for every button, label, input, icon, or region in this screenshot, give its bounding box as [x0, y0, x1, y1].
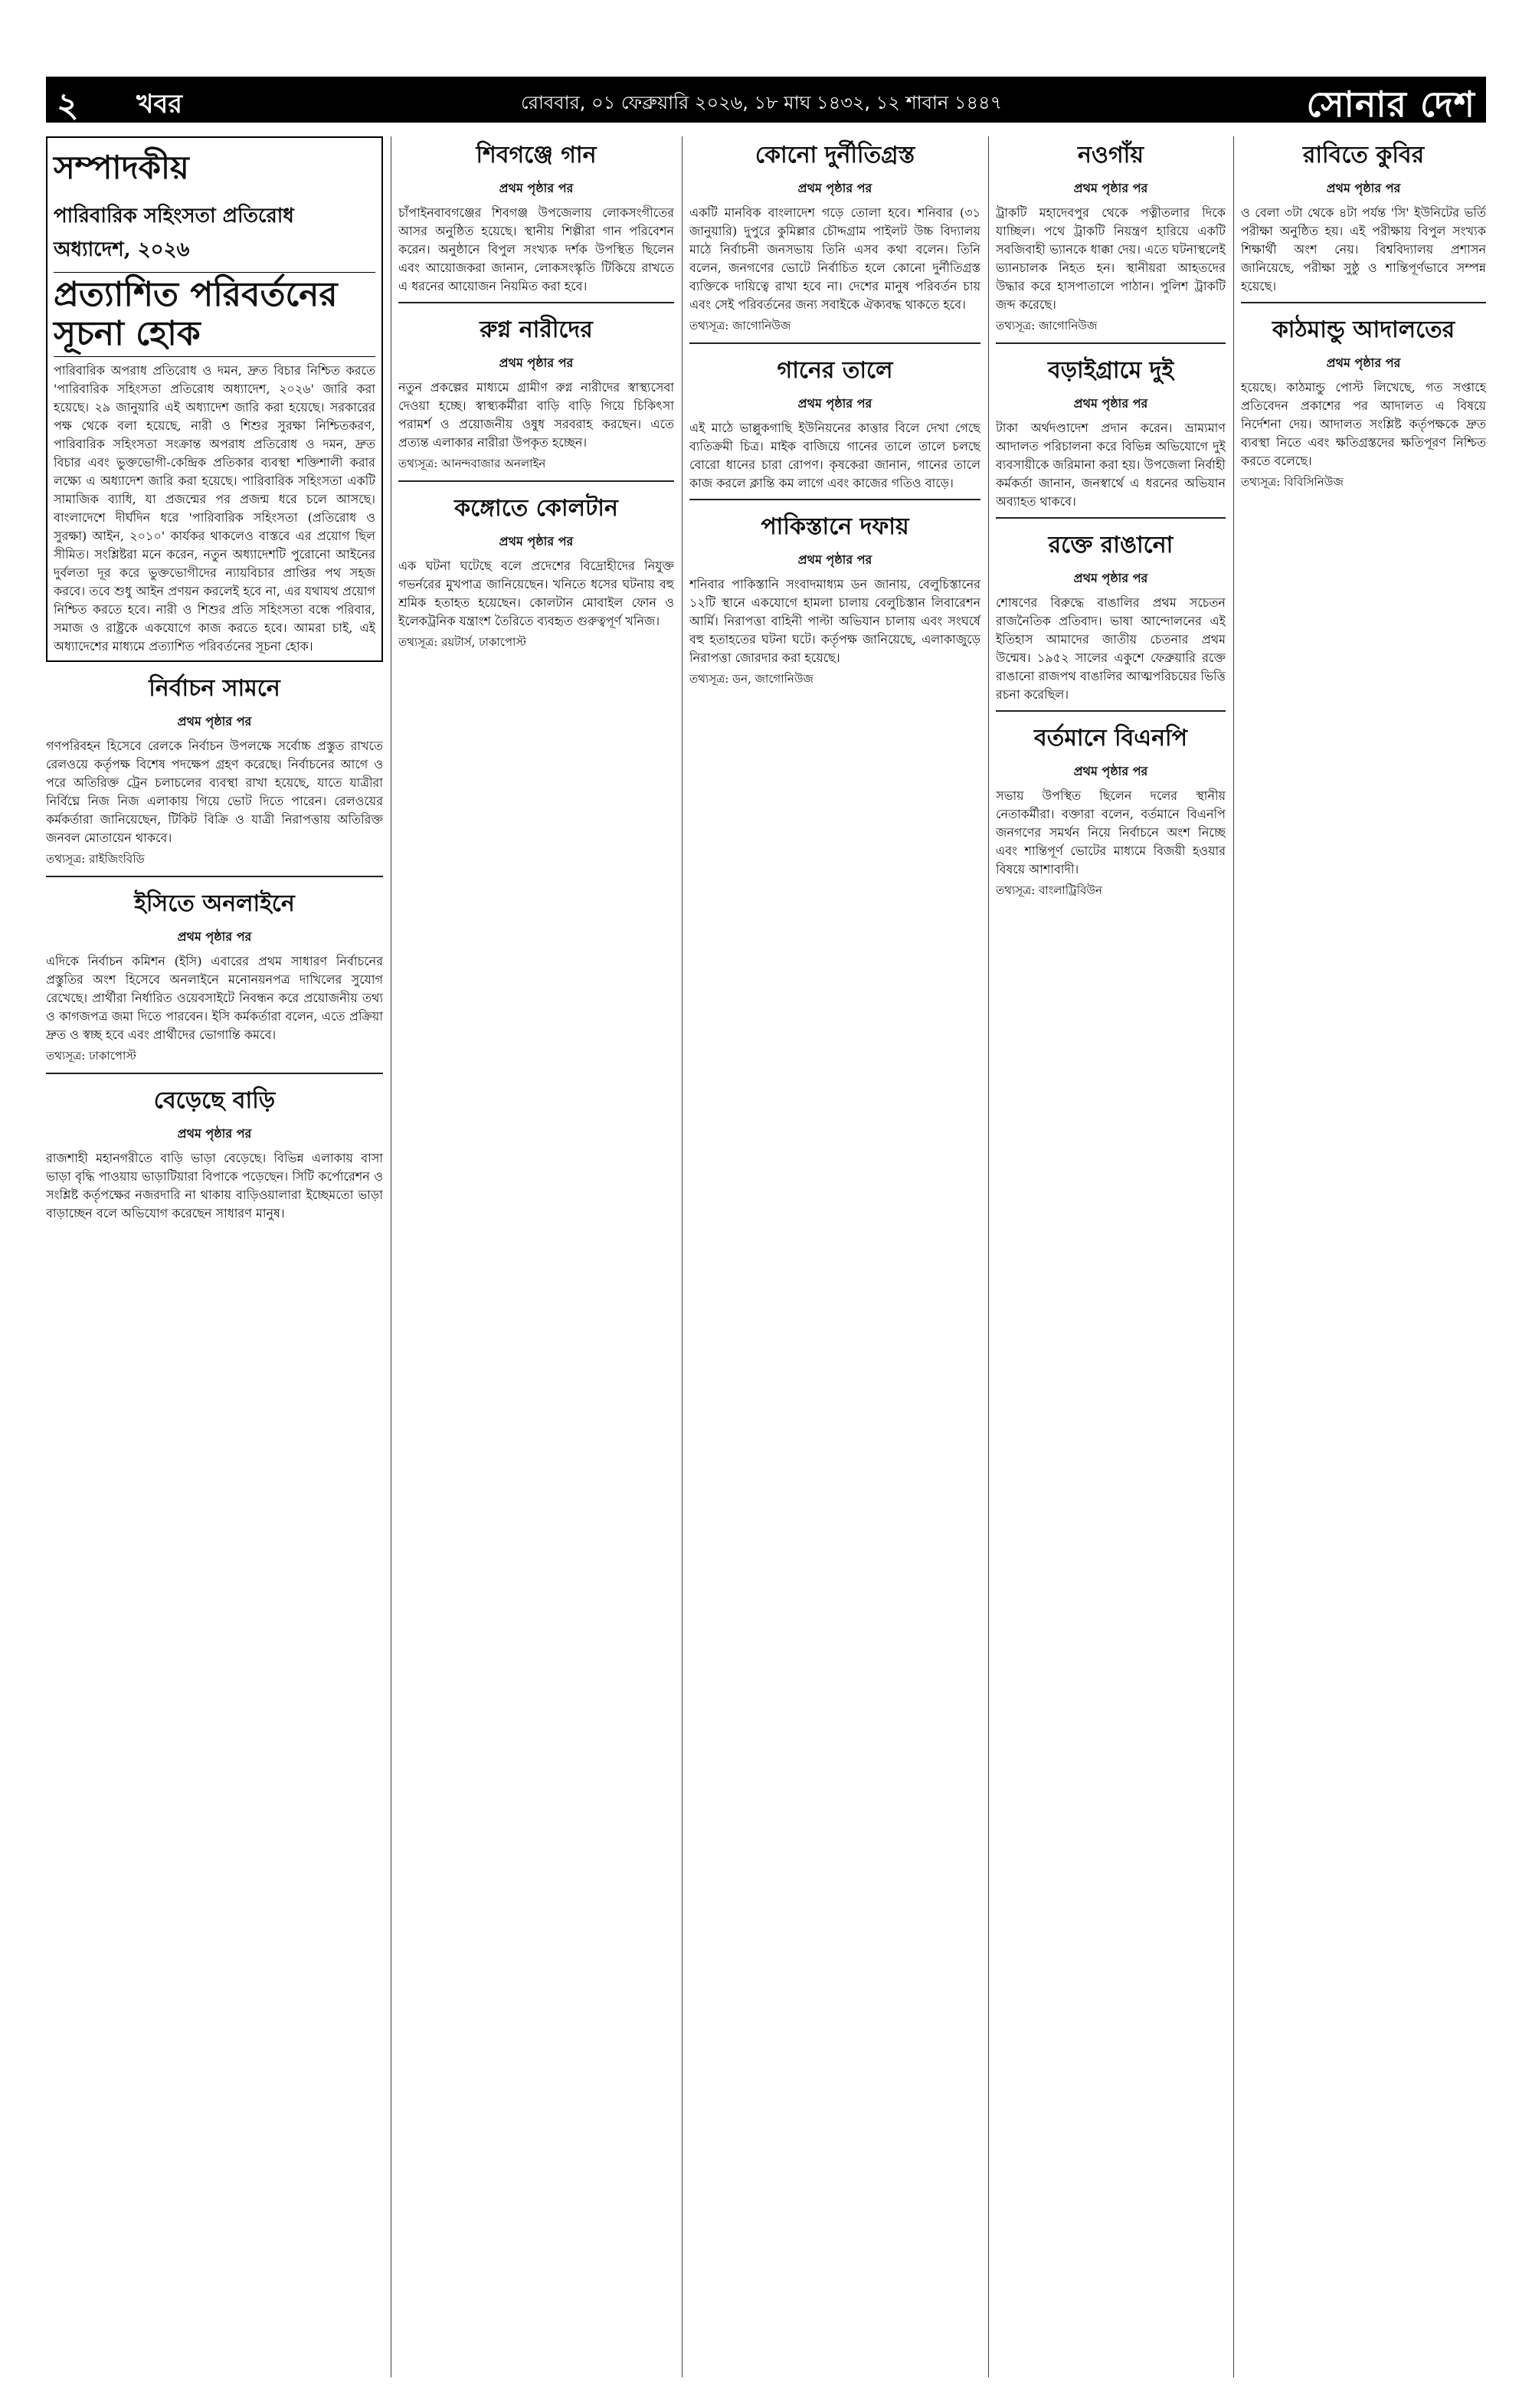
article-title-naogaon: নওগাঁয়	[1077, 142, 1144, 169]
divider	[689, 499, 980, 500]
article-title-rent: বেড়েছে বাড়ি	[153, 1087, 276, 1115]
column-rule	[1233, 136, 1234, 2377]
continued-label: প্রথম পৃষ্ঠার পর	[499, 181, 574, 195]
article-body-rent: রাজশাহী মহানগরীতে বাড়ি ভাড়া বেড়েছে। বিভিন্ন এলাকায় বাসা ভাড়া বৃদ্ধি পাওয়ায় ভাড়াটিয়ারা বিপাকে পড়েছেন। সিটি কর্পোরেশন ও সংশ্লিষ্ট কর্তৃপক্ষের নজরদারি না থাকায় বাড়িওয়ালারা ইচ্ছেমতো ভাড়া বাড়াচ্ছেন বলে অভিযোগ করেছেন সাধারণ মানুষ।	[46, 1151, 383, 1221]
date-line: রোববার, ০১ ফেব্রুয়ারি ২০২৬, ১৮ মাঘ ১৪৩২, ১২ শাবান ১৪৪৭	[521, 92, 1003, 113]
article-title-kathmandu: কাঠমান্ডু আদালতের	[1272, 316, 1455, 343]
divider	[996, 517, 1226, 519]
article-body-naogaon: ট্রাকটি মহাদেবপুর থেকে পত্নীতলার দিকে যাচ্ছিল। পথে ট্রাকটি নিয়ন্ত্রণ হারিয়ে একটি সবজিবাহী ভ্যানকে ধাক্কা দেয়। এতে ঘটনাস্থলেই ভ্যানচালক নিহত হন। স্থানীয়রা আহতদের উদ্ধার করে হাসপাতালে পাঠান। পুলিশ ট্রাকটি জব্দ করেছে।	[996, 205, 1226, 312]
column-1	[46, 136, 383, 2377]
divider	[996, 342, 1226, 344]
article-body-pakistan: শনিবার পাকিস্তানি সংবাদমাধ্যম ডন জানায়, বেলুচিস্তানের ১২টি স্থানে একযোগে হামলা চালায় বেলুচিস্তান লিবারেশন আর্মি। নিরাপত্তা বাহিনী পাল্টা অভিযান চালায় এবং সংঘর্ষে বহু হতাহতের ঘটনা ঘটে। কর্তৃপক্ষ জানিয়েছে, এলাকাজুড়ে নিরাপত্তা জোরদার করা হয়েছে।	[689, 577, 980, 665]
divider	[398, 302, 674, 303]
continued-label: প্রথম পৃষ্ঠার পর	[177, 1126, 252, 1142]
article-byline-election: তথ্যসূত্র: রাইজিংবিডি	[46, 852, 145, 867]
editorial-label: সম্পাদকীয়	[54, 149, 189, 186]
article-title-online: ইসিতে অনলাইনে	[134, 890, 295, 918]
editorial-subhead: পারিবারিক সহিংসতা প্রতিরোধ অধ্যাদেশ, ২০২৬	[54, 205, 294, 261]
divider	[689, 342, 980, 344]
article-byline-pakistan: তথ্যসূত্র: ডন, জাগোনিউজ	[689, 672, 813, 686]
article-title-cuvar: রাবিতে কুবির	[1302, 142, 1425, 169]
article-byline-online: তথ্যসূত্র: ঢাকাপোস্ট	[46, 1049, 136, 1063]
column-3	[689, 136, 980, 2377]
masthead-logo: সোনার দেশ	[1306, 84, 1475, 125]
article-body-online: এদিকে নির্বাচন কমিশন (ইসি) এবারের প্রথম সাধারণ নির্বাচনের প্রস্তুতির অংশ হিসেবে অনলাইনে মনোনয়নপত্র দাখিলের সুযোগ রেখেছে। প্রার্থীরা নির্ধারিত ওয়েবসাইটে নিবন্ধন করে প্রয়োজনীয় তথ্য ও কাগজপত্র জমা দিতে পারবেন। ইসি কর্মকর্তারা বলেন, এতে প্রক্রিয়া দ্রুত ও স্বচ্ছ হবে এবং প্রার্থীদের ভোগান্তি কমবে।	[46, 954, 383, 1043]
article-body-song: চাঁপাইনবাবগঞ্জের শিবগঞ্জ উপজেলায় লোকসংগীতের আসর অনুষ্ঠিত হয়েছে। স্থানীয় শিল্পীরা গান পরিবেশন করেন। অনুষ্ঠানে বিপুল সংখ্যক দর্শক উপস্থিত ছিলেন এবং আয়োজকরা জানান, লোকসংস্কৃতি টিকিয়ে রাখতে এ ধরনের আয়োজন নিয়মিত করা হবে।	[398, 205, 674, 293]
column-4	[996, 136, 1226, 2377]
article-byline-kathmandu: তথ্যসূত্র: বিবিসিনিউজ	[1241, 475, 1344, 489]
continued-label: প্রথম পৃষ্ঠার পর	[499, 355, 574, 370]
article-body-cuvar: ও বেলা ৩টা থেকে ৪টা পর্যন্ত 'সি' ইউনিটের ভর্তি পরীক্ষা অনুষ্ঠিত হয়। এই পরীক্ষায় বিপুল সংখ্যক শিক্ষার্থী অংশ নেয়। বিশ্ববিদ্যালয় প্রশাসন জানিয়েছে, পরীক্ষা সুষ্ঠু ও শান্তিপূর্ণভাবে সম্পন্ন হয়েছে।	[1241, 205, 1486, 293]
column-rule	[988, 136, 989, 2377]
column-rule	[682, 136, 683, 2377]
article-byline-congo: তথ্যসূত্র: রয়টার্স, ঢাকাপোস্ট	[398, 635, 526, 649]
article-body-bnp: সভায় উপস্থিত ছিলেন দলের স্থানীয় নেতাকর্মীরা। বক্তারা বলেন, বর্তমানে বিএনপি জনগণের সমর্থন নিয়ে নির্বাচনে অংশ নিচ্ছে এবং শান্তিপূর্ণ ভোটের মাধ্যমে বিজয়ী হওয়ার বিষয়ে আশাবাদী।	[996, 788, 1226, 876]
article-body-congo: এক ঘটনা ঘটেছে বলে প্রদেশের বিদ্রোহীদের নিযুক্ত গভর্নরের মুখপাত্র জানিয়েছেন। খনিতে ধসের ঘটনায় বহু শ্রমিক হতাহত হয়েছেন। কোলটান মোবাইল ফোন ও ইলেকট্রনিক যন্ত্রাংশ তৈরিতে ব্যবহৃত গুরুত্বপূর্ণ খনিজ।	[398, 559, 674, 628]
article-title-barigram: বড়াইগ্রামে দুই	[1047, 357, 1174, 384]
continued-label: প্রথম পৃষ্ঠার পর	[177, 714, 252, 729]
article-body-blood: শোষণের বিরুদ্ধে বাঙালির প্রথম সচেতন রাজনৈতিক প্রতিবাদ। ভাষা আন্দোলনের এই ইতিহাস আমাদের জাতীয় চেতনার প্রথম উন্মেষ। ১৯৫২ সালের একুশে ফেব্রুয়ারি রক্তে রাঙানো রাজপথ বাঙালির আত্মপরিচয়ের ভিত্তি রচনা করেছিল।	[996, 595, 1226, 702]
article-byline-corruption: তথ্যসূত্র: জাগোনিউজ	[689, 319, 791, 333]
column-5	[1241, 136, 1486, 2377]
divider	[996, 710, 1226, 712]
continued-label: প্রথম পৃষ্ঠার পর	[1073, 396, 1148, 411]
article-byline-bnp: তথ্যসূত্র: বাংলাট্রিবিউন	[996, 883, 1102, 897]
article-body-barigram: টাকা অর্থদণ্ডাদেশ প্রদান করেন। ভ্রাম্যমাণ আদালত পরিচালনা করে বিভিন্ন অভিযোগে দুই ব্যবসায়ীকে জরিমানা করা হয়। উপজেলা নির্বাহী কর্মকর্তা জানান, জনস্বার্থে এ ধরনের অভিযান অব্যাহত থাকবে।	[996, 421, 1226, 509]
article-body-kathmandu: হয়েছে। কাঠমান্ডু পোস্ট লিখেছে, গত সপ্তাহে প্রতিবেদন প্রকাশের পর আদালত এ বিষয়ে নির্দেশনা দেয়। আদালত সংশ্লিষ্ট কর্তৃপক্ষকে দ্রুত ব্যবস্থা নিতে এবং ক্ষতিগ্রস্তদের ক্ষতিপূরণ নিশ্চিত করতে বলেছে।	[1241, 380, 1486, 468]
article-body-election: গণপরিবহন হিসেবে রেলকে নির্বাচন উপলক্ষে সর্বোচ্চ প্রস্তুত রাখতে রেলওয়ে কর্তৃপক্ষ বিশেষ পদক্ষেপ গ্রহণ করেছে। নির্বাচনের আগে ও পরে অতিরিক্ত ট্রেন চলাচলের ব্যবস্থা রাখা হয়েছে, যাতে যাত্রীরা নির্বিঘ্নে নিজ নিজ এলাকায় গিয়ে ভোট দিতে পারেন। রেলওয়ের কর্মকর্তারা জানিয়েছেন, টিকিট বিক্রি ও যাত্রী নিরাপত্তায় অতিরিক্ত জনবল মোতায়েন থাকবে।	[46, 739, 383, 846]
article-title-blood: রক্তে রাঙানো	[1048, 532, 1174, 559]
article-title-congo: কঙ্গোতে কোলটান	[454, 495, 618, 522]
editorial-headline: প্রত্যাশিত পরিবর্তনের সূচনা হোক	[54, 272, 375, 357]
editorial-box	[46, 136, 383, 662]
column-2	[398, 136, 674, 2377]
continued-label: প্রথম পৃষ্ঠার পর	[177, 929, 252, 945]
article-title-election: নির্বাচন সামনে	[149, 675, 280, 703]
continued-label: প্রথম পৃষ্ঠার পর	[1073, 181, 1148, 195]
editorial-body: পারিবারিক অপরাধ প্রতিরোধ ও দমন, দ্রুত বিচার নিশ্চিত করতে 'পারিবারিক সহিংসতা প্রতিরোধ অধ্যাদেশ, ২০২৬' জারি করা হয়েছে। ২৯ জানুয়ারি এই অধ্যাদেশ জারি করা হয়েছে। সরকারের পক্ষ থেকে বলা হয়েছে, নারী ও শিশুর সুরক্ষা নিশ্চিতকরণ, পারিবারিক সহিংসতা সংক্রান্ত অপরাধ প্রতিরোধ ও দমন, দ্রুত বিচার এবং ভুক্তভোগী-কেন্দ্রিক প্রতিকার ব্যবস্থা শক্তিশালী করার লক্ষ্যে এ অধ্যাদেশ জারি করা হয়েছে। পারিবারিক সহিংসতা একটি সামাজিক ব্যাধি, যা প্রজন্মের পর প্রজন্ম ধরে চলে আসছে। বাংলাদেশে দীর্ঘদিন ধরে 'পারিবারিক সহিংসতা (প্রতিরোধ ও সুরক্ষা) আইন, ২০১০' কার্যকর থাকলেও বাস্তবে এর প্রয়োগ ছিল সীমিত। সংশ্লিষ্টরা মনে করেন, নতুন অধ্যাদেশটি পুরোনো আইনের দুর্বলতা দূর করে ভুক্তভোগীদের ন্যায়বিচার প্রাপ্তির পথ সহজ করবে। তবে শুধু আইন প্রণয়ন করলেই হবে না, এর যথাযথ প্রয়োগ নিশ্চিত করতে হবে। নারী ও শিশুর প্রতি সহিংসতা বন্ধে পরিবার, সমাজ ও রাষ্ট্রকে একযোগে কাজ করতে হবে। আমরা চাই, এই অধ্যাদেশের মাধ্যমে প্রত্যাশিত পরিবর্তনের সূচনা হোক।	[54, 363, 375, 654]
article-title-pakistan: পাকিস্তানে দফায়	[761, 513, 909, 540]
article-body-corruption: একটি মানবিক বাংলাদেশ গড়ে তোলা হবে। শনিবার (৩১ জানুয়ারি) দুপুরে কুমিল্লার চৌদ্দগ্রাম পাইলট উচ্চ বিদ্যালয় মাঠে নির্বাচনী জনসভায় তিনি এসব কথা বলেন। তিনি বলেন, জনগণের ভোটে নির্বাচিত হলে কোনো দুর্নীতিগ্রস্ত ব্যক্তিকে দায়িত্বে রাখা হবে না। দেশের মানুষ পরিবর্তন চায় এবং সেই পরিবর্তনের জন্য সবাইকে ঐক্যবদ্ধ থাকতে হবে।	[689, 205, 980, 312]
article-title-corruption: কোনো দুর্নীতিগ্রস্ত	[755, 142, 915, 169]
page-number: ২	[57, 86, 79, 125]
continued-label: প্রথম পৃষ্ঠার পর	[797, 396, 872, 411]
article-body-music: এই মাঠে ভাল্লুকগাছি ইউনিয়নের কাত্তার বিলে দেখা গেছে ব্যতিক্রমী চিত্র। মাইক বাজিয়ে গানের তালে তালে চলছে বোরো ধানের চারা রোপণ। কৃষকেরা জানান, গানের তালে কাজ করলে ক্লান্তি কম লাগে এবং কাজের গতিও বাড়ে।	[689, 421, 980, 490]
divider	[46, 1073, 383, 1074]
continued-label: প্রথম পৃষ্ঠার পর	[797, 181, 872, 195]
divider	[46, 876, 383, 877]
continued-label: প্রথম পৃষ্ঠার পর	[1073, 571, 1148, 585]
article-title-music: গানের তালে	[777, 357, 893, 384]
article-title-song: শিবগঞ্জে গান	[476, 142, 597, 169]
divider	[1241, 302, 1486, 303]
page-header	[46, 77, 1486, 123]
article-title-bnp: বর্তমানে বিএনপি	[1034, 725, 1187, 752]
continued-label: প্রথম পৃষ্ঠার পর	[1326, 355, 1401, 370]
article-byline-women: তথ্যসূত্র: আনন্দবাজার অনলাইন	[398, 457, 546, 470]
section-label: খবর	[136, 89, 182, 120]
continued-label: প্রথম পৃষ্ঠার পর	[499, 534, 574, 549]
continued-label: প্রথম পৃষ্ঠার পর	[797, 552, 872, 567]
continued-label: প্রথম পৃষ্ঠার পর	[1326, 181, 1401, 195]
continued-label: প্রথম পৃষ্ঠার পর	[1073, 764, 1148, 778]
article-title-women: রুগ্ন নারীদের	[480, 316, 593, 343]
article-byline-naogaon: তথ্যসূত্র: জাগোনিউজ	[996, 319, 1098, 333]
divider	[398, 480, 674, 482]
article-body-women: নতুন প্রকল্পের মাধ্যমে গ্রামীণ রুগ্ন নারীদের স্বাস্থ্যসেবা দেওয়া হচ্ছে। স্বাস্থ্যকর্মীরা বাড়ি বাড়ি গিয়ে চিকিৎসা পরামর্শ ও প্রয়োজনীয় ওষুধ সরবরাহ করছেন। এতে প্রত্যন্ত এলাকার নারীরা উপকৃত হচ্ছেন।	[398, 380, 674, 450]
